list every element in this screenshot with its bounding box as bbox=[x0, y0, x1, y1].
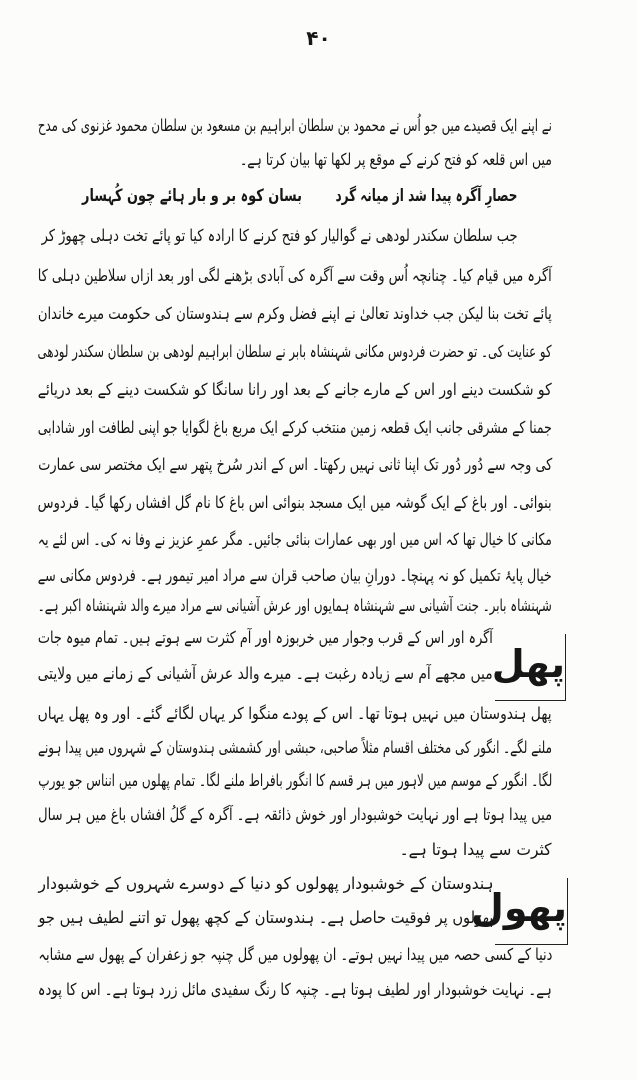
text-line: میں پیدا ہوتا ہے اور نہایت خوشبودار اور خوش ذائقہ ہے۔ آگرہ کے گلُ افشاں باغ میں ہر سال bbox=[38, 805, 552, 824]
text-line: مکانی کا خیال تھا کہ اس میں اور بھی عمارات بنائی جائیں۔ مگر عمرِ عزیز نے وفا نہ کی۔ اس لئے یہ bbox=[38, 530, 552, 549]
text-line: ہے۔ نہایت خوشبودار اور لطیف ہوتا ہے۔ چنپہ کا رنگ سفیدی مائل زرد ہوتا ہے۔ اس کا پودہ bbox=[38, 980, 552, 999]
text-line: آگرہ میں قیام کیا۔ چنانچہ اُس وقت سے آگرہ کی آبادی بڑھنے لگی اور بعد ازاں سلاطین دہلی کا bbox=[38, 266, 552, 285]
text-line: ہندوستان کے خوشبودار پھولوں کو دنیا کے دوسرے شہروں کے خوشبودار bbox=[38, 874, 493, 893]
text-line: میں مجھے آم سے زیادہ رغبت ہے۔ میرے والد عرش آشیانی کے زمانے میں ولایتی bbox=[38, 664, 493, 683]
text-line: کثرت سے پیدا ہوتا ہے۔ bbox=[400, 840, 552, 859]
text-line: پھولوں پر فوقیت حاصل ہے۔ ہندوستان کے کچھ پھول تو اتنے لطیف ہیں جو bbox=[38, 908, 493, 927]
text-line: میں اس قلعہ کو فتح کرنے کے موقع پر لکھا تھا بیان کرتا ہے۔ bbox=[240, 150, 552, 169]
text-line: پائے تخت بنا لیکن جب خداوند تعالیٰ نے اپنے فضل وکرم سے ہندوستان کی حکومت میرے خاندان bbox=[38, 304, 552, 323]
text-line: آگرہ اور اس کے قرب وجوار میں خربوزہ اور آم کثرت سے ہوتے ہیں۔ تمام میوہ جات bbox=[38, 628, 493, 647]
verse-first-hemistich: حصارِ آگرہ پیدا شد از میانہ گرد bbox=[335, 186, 517, 206]
text-line: بنوائی۔ اور باغ کے ایک گوشہ میں ایک مسجد بنوائی اس باغ کا نام گل افشاں رکھا گیا۔ فردوس bbox=[38, 493, 552, 512]
text-line: خیال پایۂ تکمیل کو نہ پہنچا۔ دورانِ بیان صاحب قران سے مراد امیر تیمور ہے۔ فردوس مکانی سے bbox=[38, 566, 552, 585]
text-line: کو عنایت کی۔ تو حضرت فردوس مکانی شہنشاہ بابر نے سلطان ابراہیم لودھی بن سلطان سکندر لودھی bbox=[38, 342, 552, 361]
text-line: شہنشاہ بابر۔ جنت آشیانی سے شہنشاہ ہمایوں اور عرش آشیانی سے مراد میرے والد شہنشاہ اکبر ہے۔ bbox=[38, 596, 552, 615]
text-line: نے اپنے ایک قصیدے میں جو اُس نے محمود بن سلطان ابراہیم بن مسعود بن سلطان محمود غزنوی کی مدح bbox=[38, 116, 552, 135]
section-heading-fruit: پھل bbox=[495, 634, 566, 701]
text-line: پھل ہندوستان میں نہیں ہوتا تھا۔ اس کے پودے منگوا کر یہاں لگائے گئے۔ اور وہ پھل یہاں bbox=[38, 704, 552, 723]
section-heading-flowers: پھول bbox=[495, 878, 568, 945]
page-number: ۴۰ bbox=[306, 26, 331, 50]
text-line: دنیا کے کسی حصہ میں پیدا نہیں ہوتے۔ ان پھولوں میں گل چنپہ جو زعفران کے پھول سے مشابہ bbox=[38, 945, 552, 964]
text-line: لگا۔ انگور کے موسم میں لاہور میں ہر قسم کا انگور بافراط ملنے لگا۔ تمام پھلوں میں انناس جو یورپ bbox=[38, 771, 552, 790]
text-line: جمنا کے مشرقی جانب ایک قطعہ زمین منتخب کرکے ایک مربع باغ لگوایا جو اپنی لطافت اور شادابی bbox=[38, 418, 552, 437]
text-line: ملنے لگے۔ انگور کی مختلف اقسام مثلاً صاحبی، حبشی اور کشمشی ہندوستان کے شہروں میں پیدا ہونے bbox=[38, 738, 552, 757]
verse-second-hemistich: بسان کوہ بر و بار ہائے چون کُہسار bbox=[82, 186, 302, 206]
text-line: کی وجہ سے دُور دُور تک اپنا ثانی نہیں رکھتا۔ اس کے اندر سُرخ پتھر سے ایک مختصر سی عمارت bbox=[38, 455, 552, 474]
text-line: جب سلطان سکندر لودھی نے گوالیار کو فتح کرنے کا ارادہ کیا تو پائے تخت دہلی چھوڑ کر bbox=[42, 226, 518, 245]
text-line: کو شکست دینے اور اس کے مارے جانے کے بعد اور رانا سانگا کو شکست دینے کے بعد دریائے bbox=[38, 380, 552, 399]
